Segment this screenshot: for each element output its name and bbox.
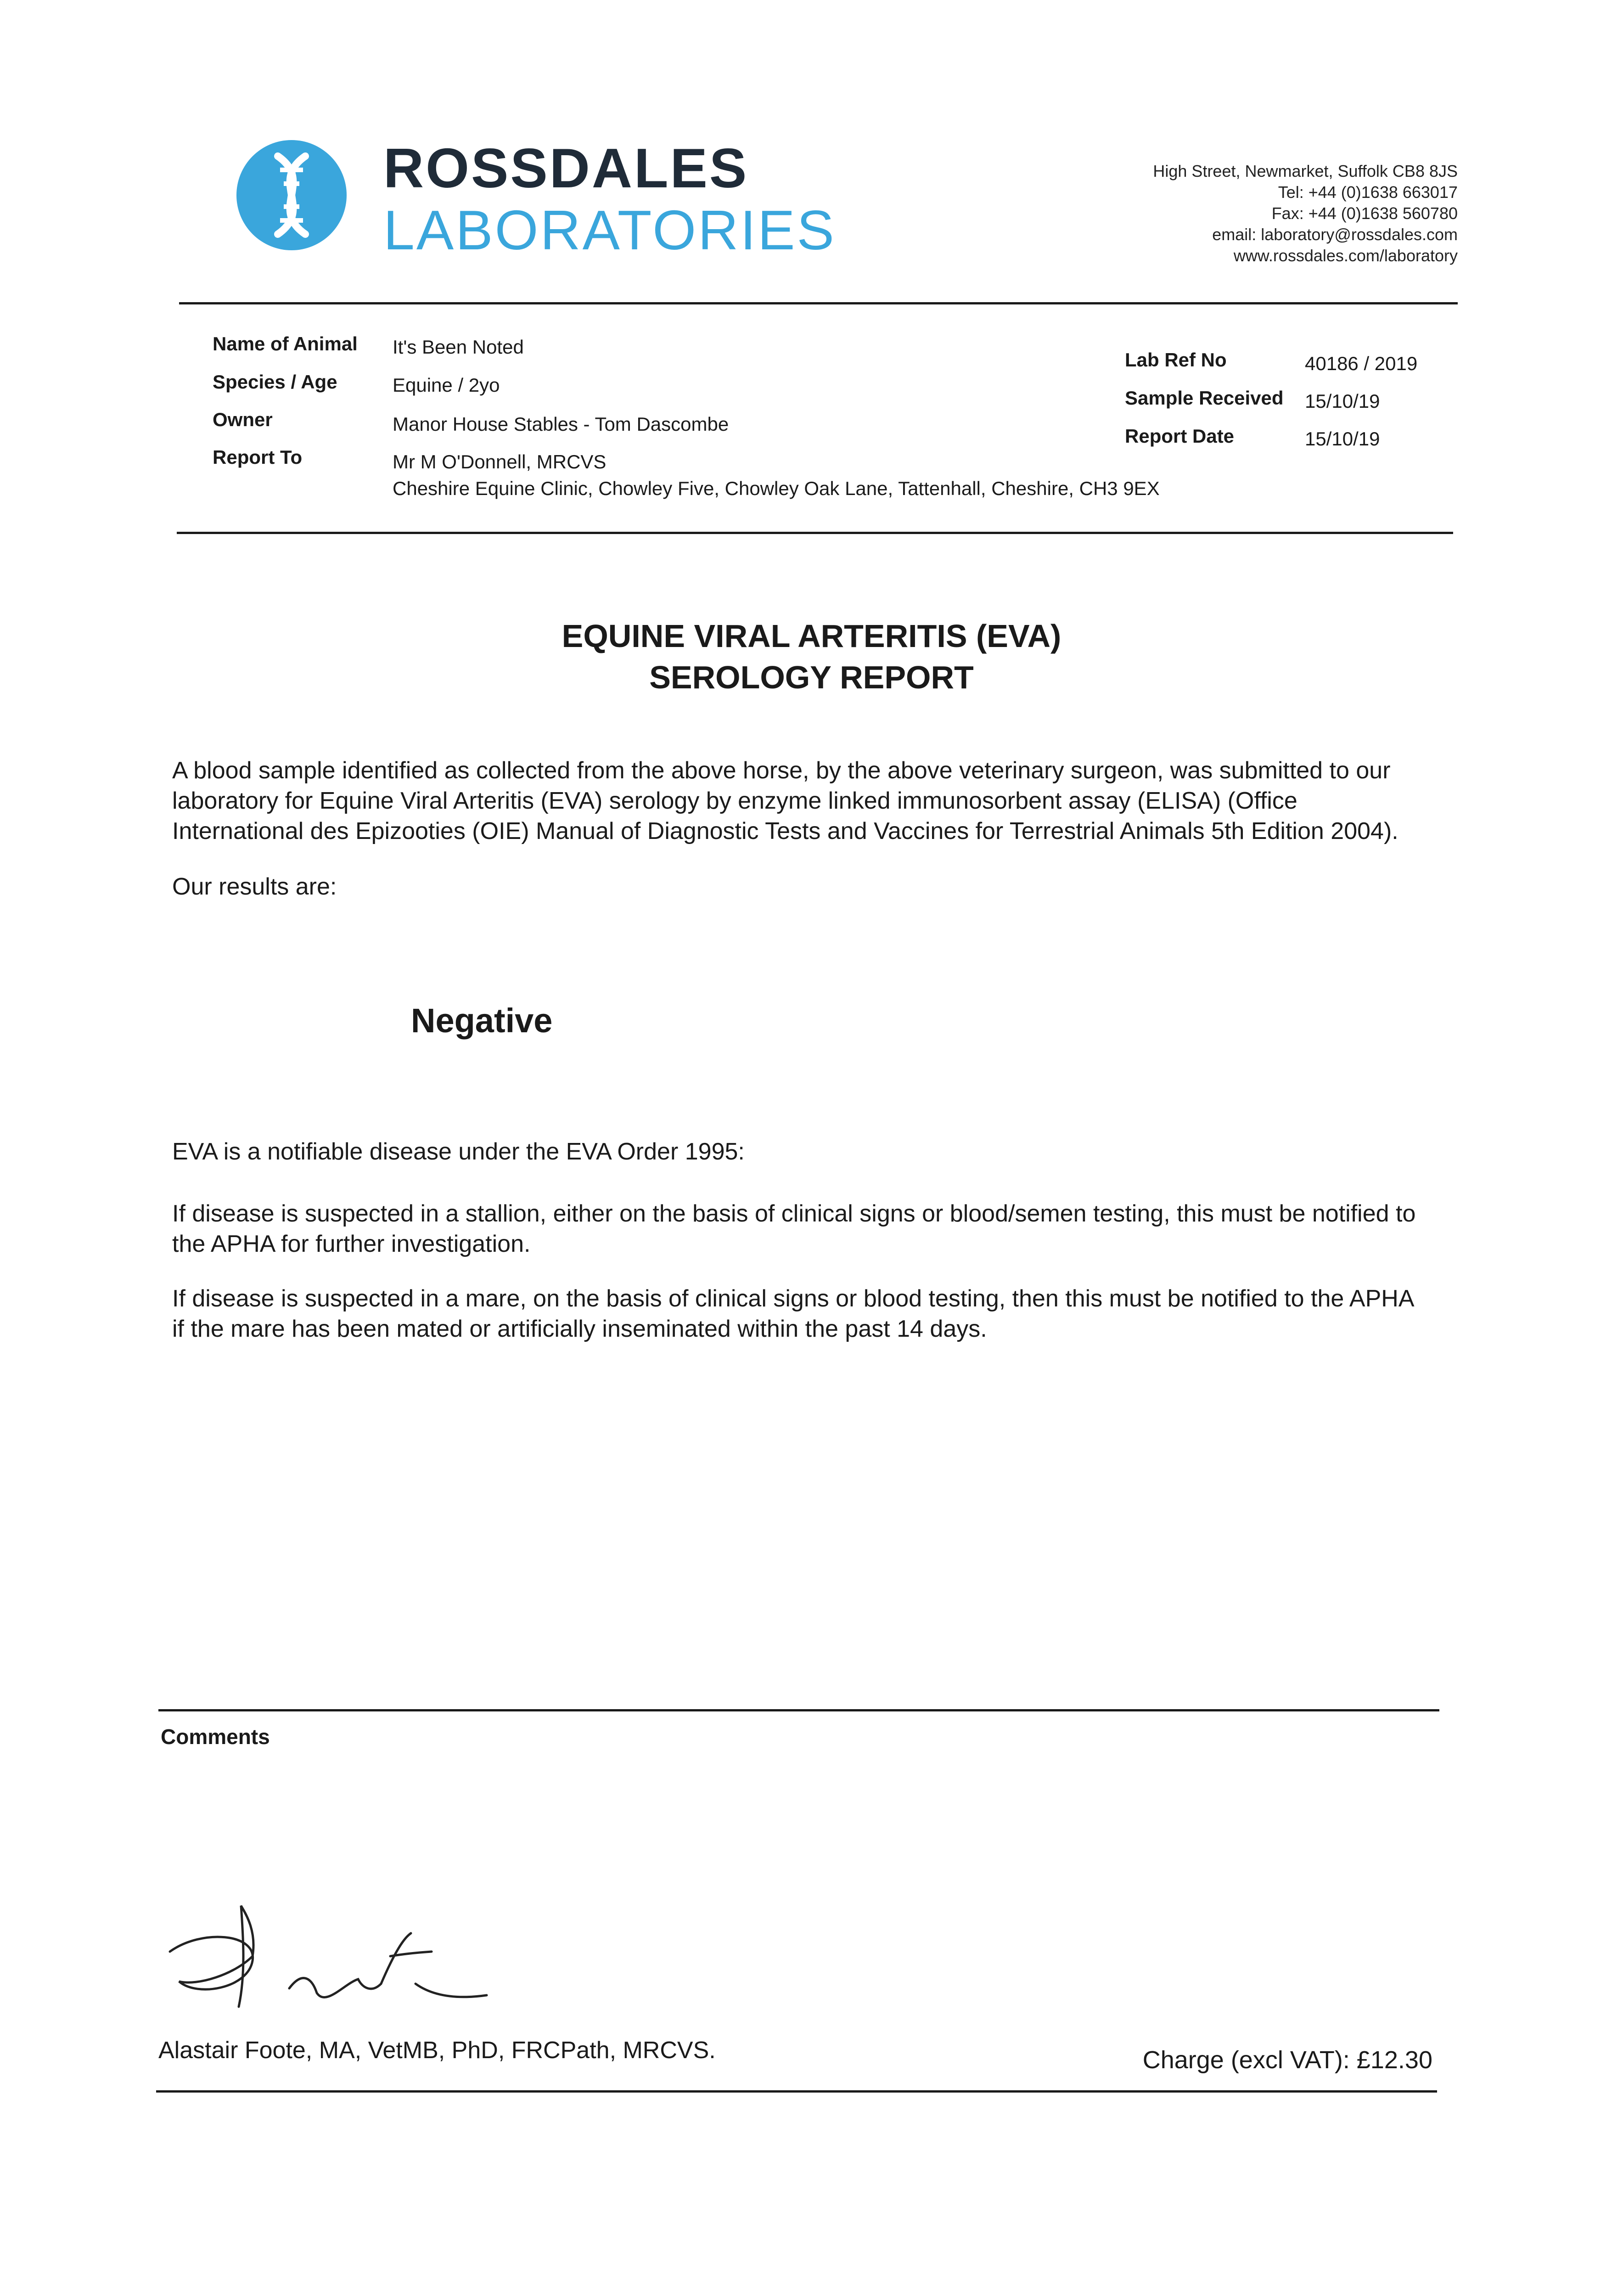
stallion-note: If disease is suspected in a stallion, either on the basis of clinical signs or blood/semen testing, this must be notified to the APHA for further investigation. <box>172 1200 1416 1257</box>
comments-label: Comments <box>161 1725 270 1749</box>
lab-ref-value: 40186 / 2019 <box>1305 353 1418 374</box>
animal-label: Name of Animal <box>213 333 358 355</box>
lab-email: email: laboratory@rossdales.com <box>1212 225 1458 244</box>
result-value: Negative <box>411 1002 553 1040</box>
owner-label: Owner <box>213 409 273 430</box>
report-to-label: Report To <box>213 446 303 468</box>
lab-address: High Street, Newmarket, Suffolk CB8 8JS <box>1153 162 1458 180</box>
sample-received-label: Sample Received <box>1125 387 1284 409</box>
signature <box>165 1901 496 2020</box>
animal-value: It's Been Noted <box>393 336 524 358</box>
charge-amount: Charge (excl VAT): £12.30 <box>1142 2046 1432 2074</box>
brand-name-line2: LABORATORIES <box>383 199 836 261</box>
report-title: EQUINE VIRAL ARTERITIS (EVA) <box>562 618 1061 654</box>
report-to-address: Cheshire Equine Clinic, Chowley Five, Chowley Oak Lane, Tattenhall, Cheshire, CH3 9EX <box>393 478 1160 499</box>
lab-contact-block <box>1153 161 1458 266</box>
dna-helix-icon <box>234 138 349 253</box>
report-date-value: 15/10/19 <box>1305 428 1380 450</box>
results-intro: Our results are: <box>172 873 337 900</box>
intro-paragraph: A blood sample identified as collected from the above horse, by the above veterinary surgeon, was submitted to our laboratory for Equine Viral Arteritis (EVA) serology by enzyme linked immunosorbent assay (ELISA) (Office International des Epizooties (OIE) Manual of Diagnostic Tests and Vaccines for Terrestrial Animals 5th Edition 2004). <box>172 757 1398 844</box>
sample-received-value: 15/10/19 <box>1305 390 1380 412</box>
comments-divider <box>158 1709 1439 1711</box>
details-divider <box>177 532 1453 534</box>
report-subtitle: SEROLOGY REPORT <box>649 659 974 695</box>
signer-name: Alastair Foote, MA, VetMB, PhD, FRCPath, MRCVS. <box>158 2037 716 2064</box>
lab-ref-label: Lab Ref No <box>1125 349 1227 371</box>
species-value: Equine / 2yo <box>393 374 500 396</box>
footer-divider <box>156 2090 1437 2093</box>
report-to-name: Mr M O'Donnell, MRCVS <box>393 451 607 473</box>
lab-website: www.rossdales.com/laboratory <box>1233 246 1458 265</box>
report-date-label: Report Date <box>1125 425 1235 447</box>
notifiable-statement: EVA is a notifiable disease under the EVA Order 1995: <box>172 1138 745 1165</box>
lab-fax: Fax: +44 (0)1638 560780 <box>1271 204 1458 223</box>
species-label: Species / Age <box>213 371 337 393</box>
header-divider <box>179 302 1458 304</box>
lab-tel: Tel: +44 (0)1638 663017 <box>1278 183 1458 202</box>
mare-note: If disease is suspected in a mare, on the basis of clinical signs or blood testing, then this must be notified to the APHA if the mare has been mated or artificially inseminated within the past 14 days. <box>172 1285 1413 1342</box>
owner-value: Manor House Stables - Tom Dascombe <box>393 413 729 435</box>
brand-name-line1: ROSSDALES <box>383 137 749 199</box>
